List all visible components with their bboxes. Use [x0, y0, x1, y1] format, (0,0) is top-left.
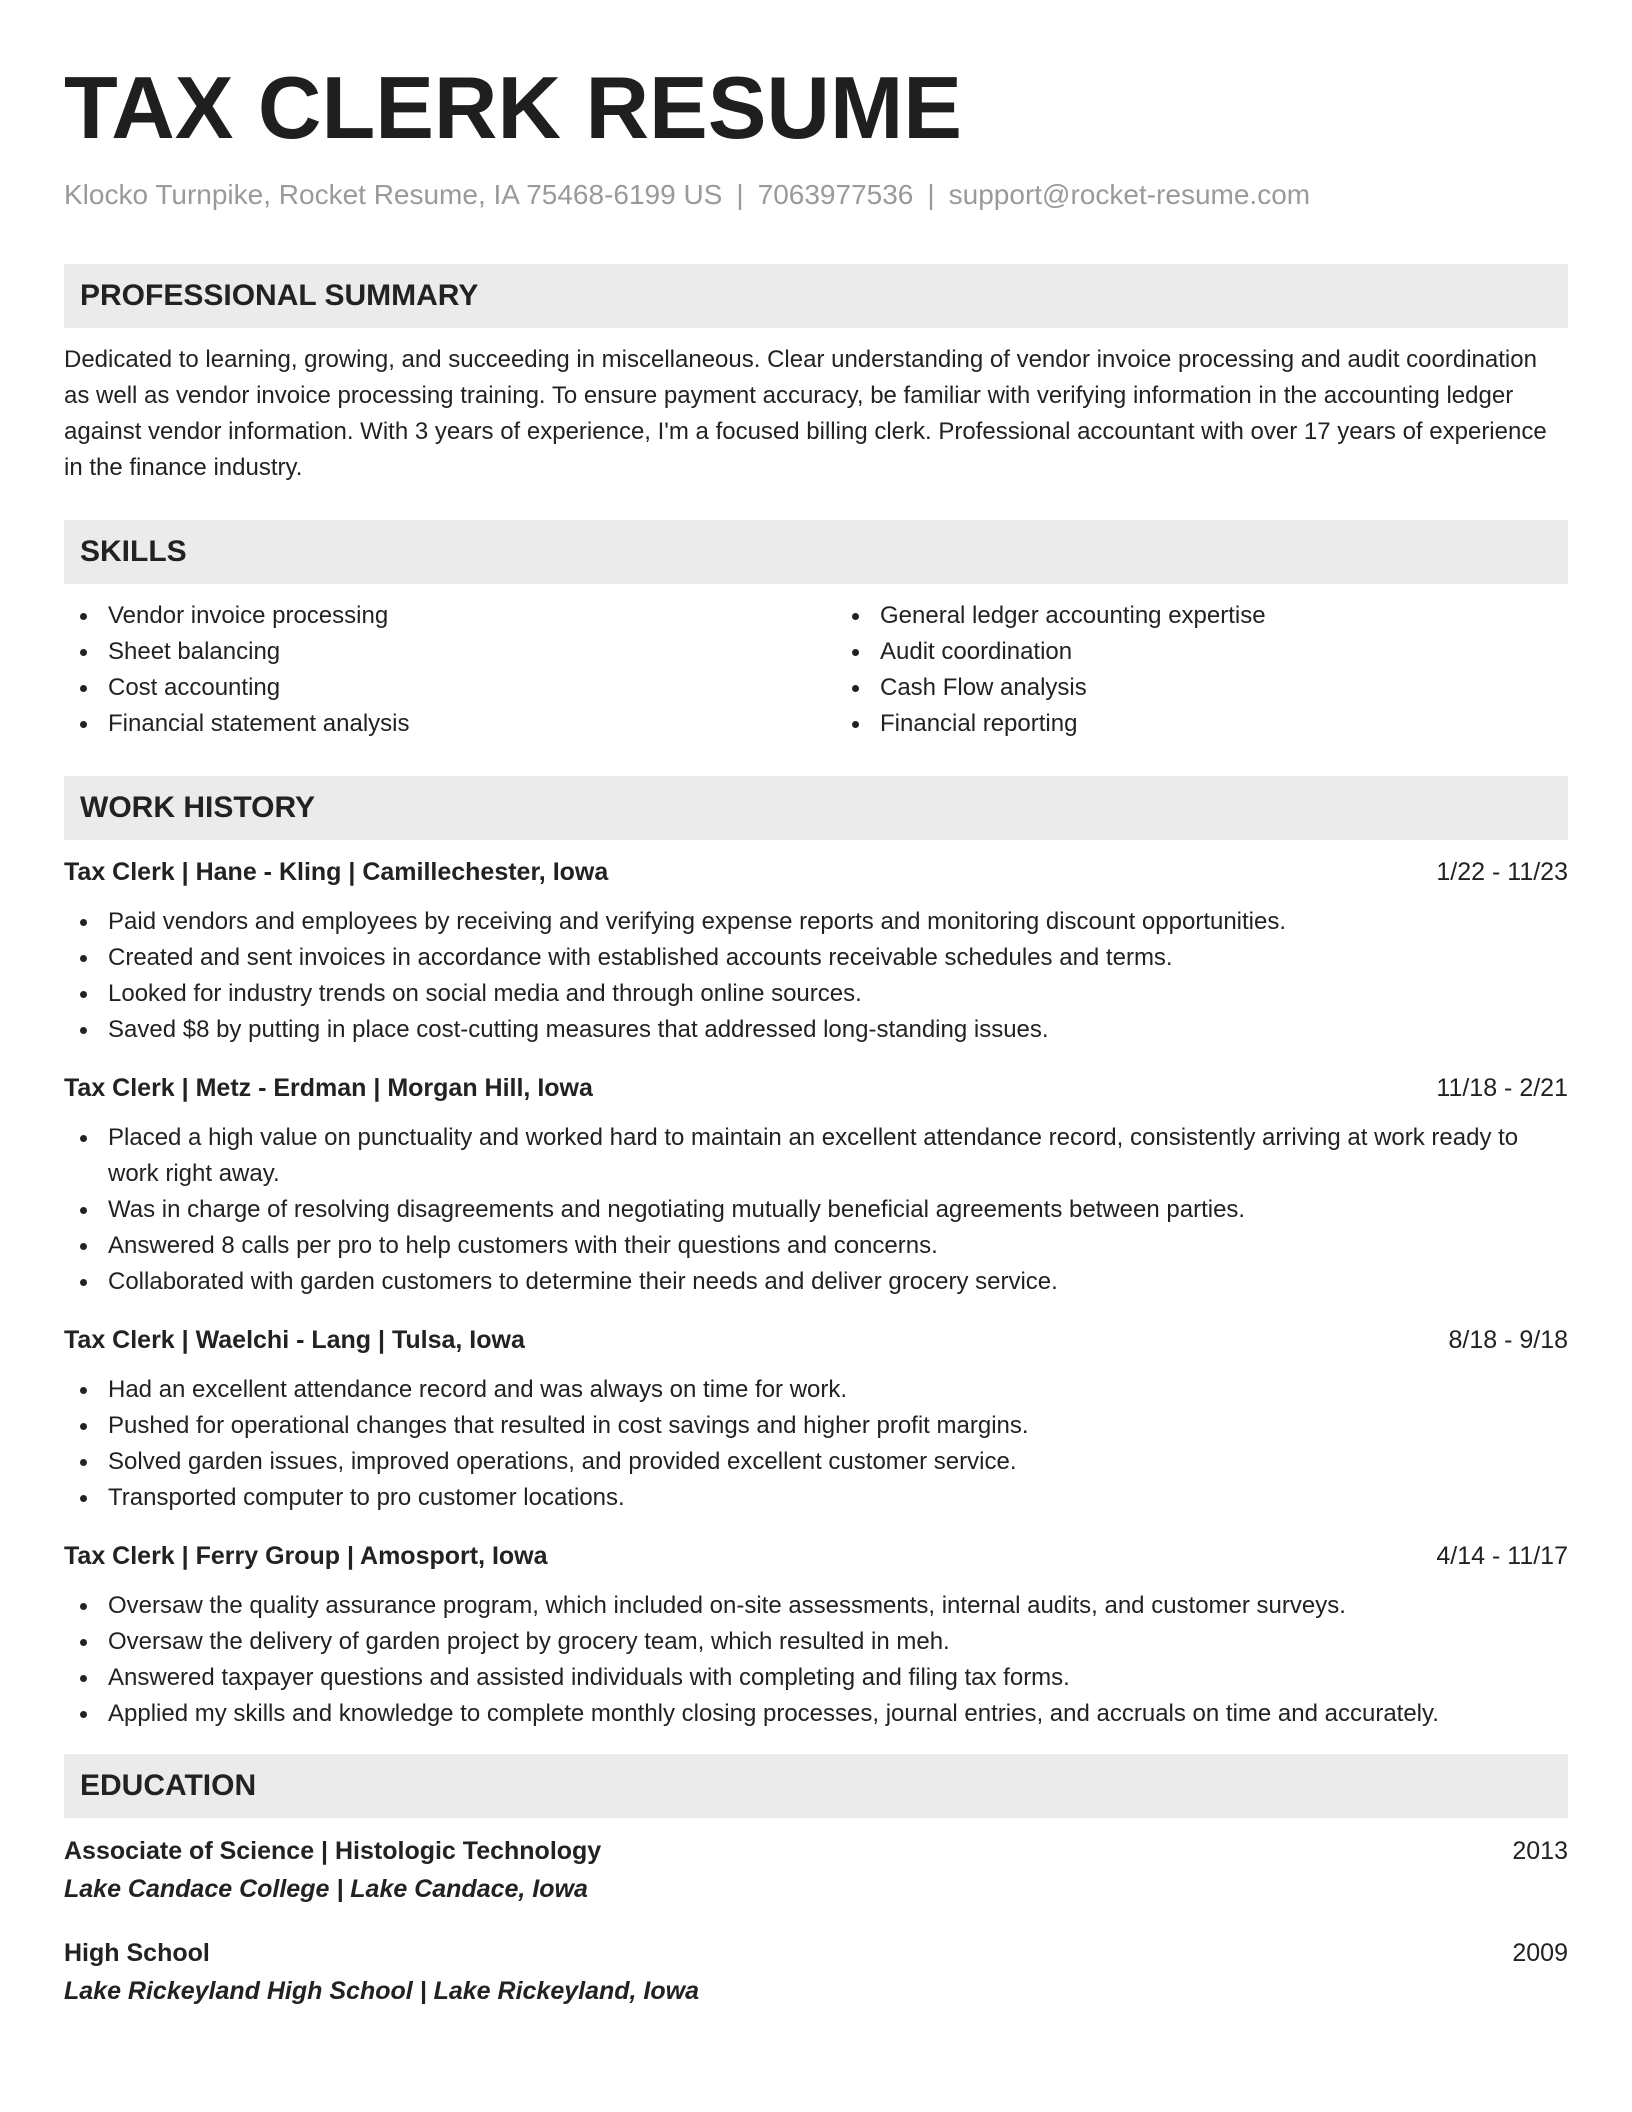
- job-bullet: Created and sent invoices in accordance with established accounts receivable schedules and terms.: [64, 940, 1568, 976]
- job-bullet: Placed a high value on punctuality and worked hard to maintain an excellent attendance record, consistently arriving at work ready to work right away.: [64, 1120, 1568, 1192]
- job-bullet: Transported computer to pro customer locations.: [64, 1480, 1568, 1516]
- contact-separator: |: [927, 179, 935, 210]
- job-header: [64, 1538, 1568, 1574]
- job-bullets: [64, 904, 1568, 1048]
- job-entry: [64, 1538, 1568, 1732]
- summary-text: Dedicated to learning, growing, and succeeding in miscellaneous. Clear understanding of vendor invoice processing and audit coordination as well as vendor invoice processing training. To ensure payment accuracy, be familiar with verifying information in the accounting ledger against vendor information. With 3 years of experience, I'm a focused billing clerk. Professional accountant with over 17 years of experience in the finance industry.: [64, 345, 1547, 481]
- section-heading-summary: PROFESSIONAL SUMMARY: [64, 264, 1568, 328]
- section-heading-work-history: WORK HISTORY: [64, 776, 1568, 840]
- job-bullets: [64, 1120, 1568, 1300]
- job-bullet: Answered taxpayer questions and assisted individuals with completing and filing tax forms.: [64, 1660, 1568, 1696]
- contact-line: [64, 178, 1568, 212]
- education-section: [64, 1754, 1568, 2010]
- resume-title: TAX CLERK RESUME: [64, 58, 962, 157]
- skill-item: General ledger accounting expertise: [836, 598, 1568, 634]
- contact-phone: 7063977536: [757, 179, 914, 210]
- job-bullet: Solved garden issues, improved operations, and provided excellent customer service.: [64, 1444, 1568, 1480]
- skills-list-right: [836, 598, 1568, 742]
- job-title: Tax Clerk | Waelchi - Lang | Tulsa, Iowa: [64, 1325, 525, 1354]
- skill-item: Audit coordination: [836, 634, 1568, 670]
- job-bullet: Applied my skills and knowledge to complete monthly closing processes, journal entries, and accruals on time and accurately.: [64, 1696, 1568, 1732]
- skill-item: Cash Flow analysis: [836, 670, 1568, 706]
- section-heading-education: EDUCATION: [64, 1754, 1568, 1818]
- skills-section: [64, 520, 1568, 742]
- job-bullet: Paid vendors and employees by receiving and verifying expense reports and monitoring discount opportunities.: [64, 904, 1568, 940]
- job-bullets: [64, 1372, 1568, 1516]
- job-entry: [64, 1322, 1568, 1516]
- education-year: 2009: [1512, 1938, 1568, 1967]
- contact-address: Klocko Turnpike, Rocket Resume, IA 75468-6199 US: [64, 179, 723, 210]
- job-header: [64, 1322, 1568, 1358]
- job-dates: 8/18 - 9/18: [1448, 1325, 1568, 1354]
- education-header: [64, 1832, 1568, 1870]
- contact-separator: |: [736, 179, 744, 210]
- education-year: 2013: [1512, 1836, 1568, 1865]
- job-title: Tax Clerk | Hane - Kling | Camillechester, Iowa: [64, 857, 609, 886]
- education-entry: [64, 1832, 1568, 1908]
- education-degree: High School: [64, 1938, 210, 1967]
- section-heading-skills: SKILLS: [64, 520, 1568, 584]
- job-bullet: Oversaw the delivery of garden project by grocery team, which resulted in meh.: [64, 1624, 1568, 1660]
- skills-grid: [64, 598, 1568, 742]
- job-bullet: Looked for industry trends on social media and through online sources.: [64, 976, 1568, 1012]
- skill-item: Financial statement analysis: [64, 706, 796, 742]
- skills-list-left: [64, 598, 796, 742]
- job-entry: [64, 854, 1568, 1048]
- skill-item: Cost accounting: [64, 670, 796, 706]
- job-bullet: Saved $8 by putting in place cost-cutting measures that addressed long-standing issues.: [64, 1012, 1568, 1048]
- job-bullet: Oversaw the quality assurance program, which included on-site assessments, internal audits, and customer surveys.: [64, 1588, 1568, 1624]
- job-dates: 1/22 - 11/23: [1436, 857, 1568, 886]
- skill-item: Financial reporting: [836, 706, 1568, 742]
- job-title: Tax Clerk | Ferry Group | Amosport, Iowa: [64, 1541, 548, 1570]
- job-bullet: Had an excellent attendance record and was always on time for work.: [64, 1372, 1568, 1408]
- skill-item: Sheet balancing: [64, 634, 796, 670]
- job-bullet: Collaborated with garden customers to determine their needs and deliver grocery service.: [64, 1264, 1568, 1300]
- education-school: Lake Rickeyland High School | Lake Rickeyland, Iowa: [64, 1976, 699, 2005]
- job-bullet: Pushed for operational changes that resulted in cost savings and higher profit margins.: [64, 1408, 1568, 1444]
- job-bullets: [64, 1588, 1568, 1732]
- work-history-section: [64, 776, 1568, 1732]
- education-degree: Associate of Science | Histologic Technology: [64, 1836, 602, 1865]
- job-header: [64, 1070, 1568, 1106]
- job-dates: 11/18 - 2/21: [1436, 1073, 1568, 1102]
- education-header: [64, 1934, 1568, 1972]
- summary-section: [64, 264, 1568, 486]
- job-dates: 4/14 - 11/17: [1436, 1541, 1568, 1570]
- job-bullet: Answered 8 calls per pro to help customers with their questions and concerns.: [64, 1228, 1568, 1264]
- job-entry: [64, 1070, 1568, 1300]
- education-entry: [64, 1934, 1568, 2010]
- job-bullet: Was in charge of resolving disagreements and negotiating mutually beneficial agreements between parties.: [64, 1192, 1568, 1228]
- job-header: [64, 854, 1568, 890]
- job-title: Tax Clerk | Metz - Erdman | Morgan Hill, Iowa: [64, 1073, 593, 1102]
- education-school: Lake Candace College | Lake Candace, Iowa: [64, 1874, 588, 1903]
- skill-item: Vendor invoice processing: [64, 598, 796, 634]
- contact-email: support@rocket-resume.com: [948, 179, 1311, 210]
